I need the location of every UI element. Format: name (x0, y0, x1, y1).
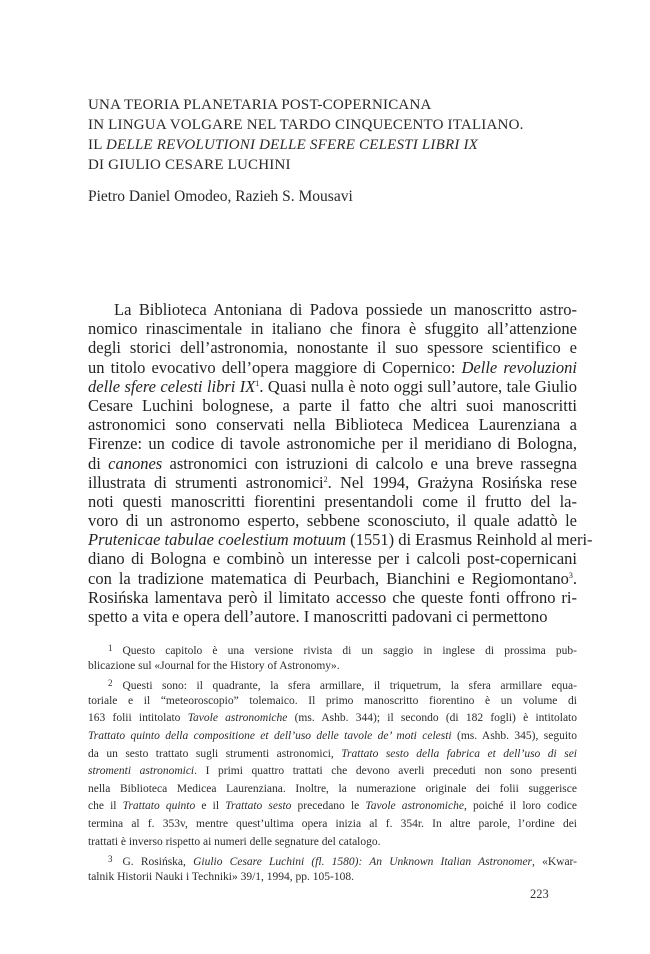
title-line-2: IN LINGUA VOLGARE NEL TARDO CINQUECENTO ITALIANO. (88, 117, 524, 133)
title-line-4: DI GIULIO CESARE LUCHINI (88, 157, 291, 173)
footnote-number: 2 (108, 678, 113, 689)
body-line: Firenze: un codice di tavole astronomiche per il meridiano di Bologna, (88, 434, 577, 454)
footnote-number: 3 (108, 854, 113, 865)
footnote-line: $^1$ Questo capitolo è una versione rivista di un saggio in inglese di prossima pub- (108, 643, 577, 657)
body-line: Rosińska lamentava però il limitato accesso che queste fonti offrono ri- (88, 587, 577, 607)
chapter-title (88, 95, 588, 175)
title-line-3 (88, 135, 588, 155)
footnote-line: che il Trattato quinto e il Trattato sesto precedano le Tavole astronomiche, poiché il loro codice (88, 800, 577, 813)
body-line: voro di un astronomo esperto, sebbene sconosciuto, il quale adattò le (88, 511, 577, 531)
footnote-line: da un sesto trattato sugli strumenti astronomici, Trattato sesto della fabrica et dell’uso di sei (88, 747, 577, 760)
footnote-line: trattati è inverso rispetto ai numeri delle segnature del catalogo. (88, 835, 381, 848)
footnote-line: talnik Historii Nauki i Techniki» 39/1, 1994, pp. 105-108. (88, 870, 355, 883)
footnote-line: toriale e il “meteoroscopio” tolemaico. Il primo manoscritto fiorentino è un volume di (88, 694, 577, 707)
body-paragraph (88, 300, 593, 626)
body-line: degli storici dell’astronomia, nonostante il suo spessore scientifico e (88, 338, 577, 358)
body-line: con la tradizione matematica di Peurbach, Bianchini e Regiomontano$^3$. (88, 568, 577, 588)
body-line: La Biblioteca Antoniana di Padova possiede un manoscritto astro- (114, 300, 577, 319)
body-line: astronomici sono conservati nella Biblioteca Medicea Laurenziana a (88, 415, 577, 435)
footnote-line: 163 folii intitolato Tavole astronomiche (ms. Ashb. 344); il secondo (di 182 fogli) è intitolato (88, 712, 578, 725)
footnote-line: $^3$ G. Rosińska, Giulio Cesare Luchini (fl. 1580): An Unknown Italian Astronomer, «Kwar- (108, 854, 577, 869)
footnote-line: Trattato quinto della compositione et dell’uso delle tavole de’ moti celesti (ms. Ashb. 345), seguito (88, 729, 577, 742)
body-line: noti questi manoscritti fiorentini presentandoli come il frutto del la- (88, 491, 577, 511)
title-line-1: UNA TEORIA PLANETARIA POST-COPERNICANA (88, 97, 432, 113)
footnote-line: nella Biblioteca Medicea Laurenziana. Inoltre, la numerazione originale dei folii suggerisce (88, 782, 577, 795)
body-line: un titolo evocativo dell’opera maggiore di Copernico: Delle revoluzioni (88, 357, 577, 377)
authors: Pietro Daniel Omodeo, Razieh S. Mousavi (88, 188, 353, 205)
title-line-3-prefix: IL (88, 137, 106, 153)
title-line-3-italic: DELLE REVOLUTIONI DELLE SFERE CELESTI LIBRI IX (105, 137, 479, 153)
footnote-line: blicazione sul «Journal for the History of Astronomy». (88, 659, 340, 672)
footnote-ref: 1 (255, 378, 260, 388)
footnote-ref: 3 (568, 570, 573, 580)
footnote-number: 1 (108, 643, 113, 653)
body-line: Cesare Luchini bolognese, a parte il fatto che altri suoi manoscritti (88, 395, 577, 415)
footnote-line: $^2$ Questi sono: il quadrante, la sfera armillare, il triquetrum, la sfera armillare equa- (108, 678, 577, 693)
body-line: di canones astronomici con istruzioni di calcolo e una breve rassegna (88, 453, 577, 473)
footnote-line: stromenti astronomici. I primi quattro trattati che devono averli preceduti non sono presenti (88, 765, 578, 778)
body-line: delle sfere celesti libri $IX^1$. Quasi nulla è noto oggi sull’autore, tale Giulio (88, 376, 577, 396)
footnote-line: termina al f. 353v, mentre quest’ultima opera inizia al f. 354r. In altre parole, l’ordine dei (88, 817, 577, 830)
body-line: diano di Bologna e combinò un interesse per i calcoli post-copernicani (88, 549, 577, 569)
body-line: spetto a vita e opera dell’autore. I manoscritti padovani ci permettono (88, 607, 548, 626)
footnotes (88, 640, 577, 886)
body-line: illustrata di strumenti astronomici$^2$. Nel 1994, Grażyna Rosińska rese (88, 472, 577, 492)
footnote-ref: 2 (323, 474, 328, 484)
body-line: nomico rinascimentale in italiano che finora è sfuggito all’attenzione (88, 319, 577, 339)
body-line: Prutenicae tabulae coelestium motuum (1551) di Erasmus Reinhold al meri- (88, 530, 593, 550)
page-number: 223 (530, 887, 549, 901)
